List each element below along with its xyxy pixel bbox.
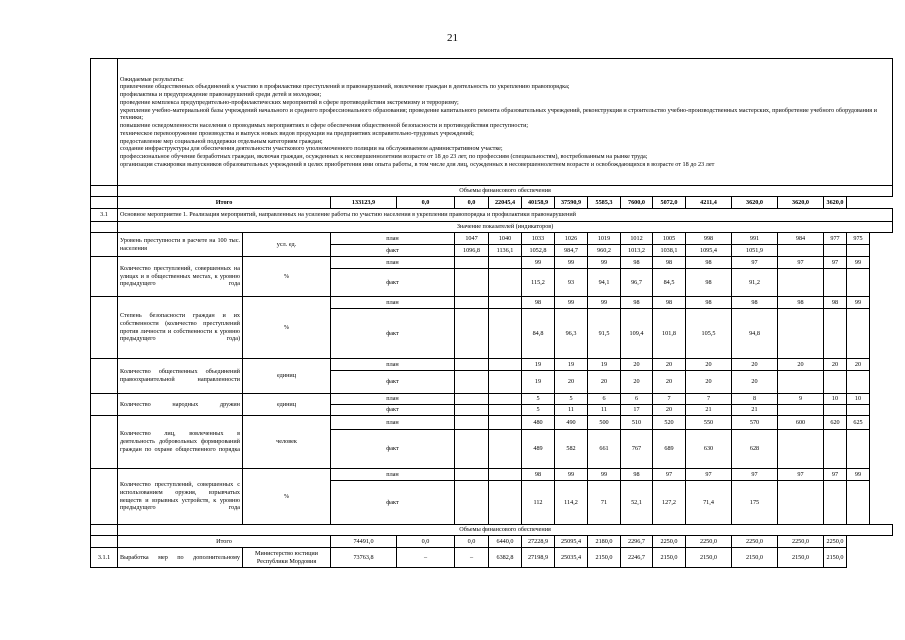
indicator-plan-value	[455, 394, 489, 405]
indicator-fact-value: 5	[522, 405, 555, 416]
indicator-fact-value: 93	[555, 269, 588, 297]
indicator-plan-value	[455, 359, 489, 371]
indicator-fact-value	[824, 430, 847, 469]
indicator-plan-row	[91, 233, 893, 245]
indicator-plan-value: 98	[686, 257, 732, 269]
indicator-unit: единиц	[243, 359, 331, 394]
indicator-plan-value: 98	[778, 297, 824, 309]
indicator-fact-value: 19	[522, 371, 555, 394]
indicator-plan-value: 5	[522, 394, 555, 405]
measure-total-value: 2180,0	[588, 536, 621, 548]
indicator-plan-value: 98	[621, 297, 653, 309]
measure-total-value: 0,0	[397, 536, 455, 548]
measure-total-value: 6440,0	[489, 536, 522, 548]
sub-measure-value: 25035,4	[555, 548, 588, 568]
indicator-plan-value: 97	[732, 469, 778, 481]
indicator-fact-value: 630	[686, 430, 732, 469]
total-value: 133123,9	[331, 197, 397, 209]
indicator-fact-value: 127,2	[653, 481, 686, 525]
indicator-plan-value: 480	[522, 416, 555, 430]
empty-number-cell	[91, 469, 118, 525]
indicator-fact-value	[847, 245, 870, 257]
indicator-plan-value: 570	[732, 416, 778, 430]
indicator-plan-value: 6	[621, 394, 653, 405]
sub-measure-value: 2150,0	[778, 548, 824, 568]
expected-line: техническое перевооружение производства и выпуск новых видов продукции на предприятиях исправительно-трудовых учреждений;	[120, 129, 474, 137]
sub-measure-name: Выработка мер по дополнительному	[118, 548, 243, 568]
indicator-fact-value	[455, 405, 489, 416]
indicator-plan-value	[455, 257, 489, 269]
empty-number-cell	[91, 297, 118, 359]
indicator-plan-value: 97	[653, 469, 686, 481]
sub-measure-executor: Министерство юстиции Республики Мордовия	[243, 548, 331, 568]
indicator-fact-value	[455, 309, 489, 359]
indicator-fact-value	[847, 430, 870, 469]
indicator-fact-value: 20	[686, 371, 732, 394]
indicator-plan-value: 98	[621, 469, 653, 481]
indicator-plan-row	[91, 469, 893, 481]
sub-measure-value: 73763,8	[331, 548, 397, 568]
indicator-fact-value: 109,4	[621, 309, 653, 359]
indicator-fact-value: 20	[653, 371, 686, 394]
plan-label: план	[331, 257, 455, 269]
empty-number-cell	[91, 525, 118, 536]
expected-line: организация стажировки выпускников образовательных учреждений в целях приобретения ими опыта работы, в том числе для лиц, осужденных в несовершеннолетнем возрасте и освобождающихся в возрасте от 18 до 23 лет	[120, 160, 715, 168]
financing-header-row	[91, 525, 893, 536]
indicator-plan-value	[489, 394, 522, 405]
indicator-plan-row	[91, 359, 893, 371]
sub-measure-value: –	[397, 548, 455, 568]
total-value: 5072,0	[653, 197, 686, 209]
expected-results-row	[91, 59, 893, 186]
indicator-plan-value: 1033	[522, 233, 555, 245]
indicator-fact-value: 582	[555, 430, 588, 469]
indicator-fact-value: 11	[588, 405, 621, 416]
plan-label: план	[331, 394, 455, 405]
indicator-plan-value: 1019	[588, 233, 621, 245]
indicator-plan-value: 99	[588, 297, 621, 309]
measure-number: 3.1	[91, 209, 118, 222]
indicator-fact-value: 1013,2	[621, 245, 653, 257]
total-value: 22045,4	[489, 197, 522, 209]
indicator-fact-value: 20	[732, 371, 778, 394]
indicator-unit: %	[243, 469, 331, 525]
indicator-plan-value	[489, 359, 522, 371]
indicator-plan-value: 6	[588, 394, 621, 405]
empty-number-cell	[91, 536, 118, 548]
sub-measure-value: 6382,8	[489, 548, 522, 568]
indicator-plan-value: 600	[778, 416, 824, 430]
indicator-plan-value: 977	[824, 233, 847, 245]
total-row	[91, 197, 893, 209]
indicator-fact-value: 94,1	[588, 269, 621, 297]
indicator-plan-value: 99	[847, 297, 870, 309]
measure-total-value: 74491,0	[331, 536, 397, 548]
indicator-fact-value: 98	[686, 269, 732, 297]
total-value: 37590,9	[555, 197, 588, 209]
indicator-fact-value: 101,8	[653, 309, 686, 359]
indicator-plan-value: 620	[824, 416, 847, 430]
indicator-fact-value: 20	[555, 371, 588, 394]
measure-total-value: 2296,7	[621, 536, 653, 548]
sub-measure-value: –	[455, 548, 489, 568]
indicator-fact-value: 96,7	[621, 269, 653, 297]
indicator-plan-value: 98	[621, 257, 653, 269]
sub-measure-number: 3.1.1	[91, 548, 118, 568]
indicator-plan-value	[489, 416, 522, 430]
indicator-plan-value: 9	[778, 394, 824, 405]
indicator-plan-value: 20	[621, 359, 653, 371]
total-value: 5585,3	[588, 197, 621, 209]
indicator-fact-value	[489, 269, 522, 297]
measure-total-value: 0,0	[455, 536, 489, 548]
indicator-fact-value: 20	[588, 371, 621, 394]
indicator-name: Количество народных дружин	[118, 394, 243, 416]
indicator-fact-value: 52,1	[621, 481, 653, 525]
indicator-plan-value: 20	[653, 359, 686, 371]
indicator-fact-value: 1052,8	[522, 245, 555, 257]
indicator-fact-value	[778, 245, 824, 257]
indicator-unit: усл. ед.	[243, 233, 331, 257]
measure-total-label: Итого	[118, 536, 331, 548]
indicator-fact-value	[455, 269, 489, 297]
measure-row	[91, 209, 893, 222]
indicator-plan-value: 550	[686, 416, 732, 430]
total-value: 3620,0	[732, 197, 778, 209]
indicator-fact-value	[455, 481, 489, 525]
indicator-fact-value	[824, 405, 847, 416]
total-value: 0,0	[397, 197, 455, 209]
plan-label: план	[331, 416, 455, 430]
indicator-fact-value: 984,7	[555, 245, 588, 257]
indicator-fact-value	[847, 269, 870, 297]
sub-measure-value: 2150,0	[824, 548, 847, 568]
sub-measure-value: 2150,0	[732, 548, 778, 568]
indicator-fact-value: 114,2	[555, 481, 588, 525]
indicator-fact-value: 175	[732, 481, 778, 525]
indicator-fact-value	[489, 405, 522, 416]
indicator-plan-value: 991	[732, 233, 778, 245]
indicator-fact-value: 689	[653, 430, 686, 469]
empty-number-cell	[91, 59, 118, 186]
indicator-fact-value	[847, 405, 870, 416]
indicator-plan-value: 1005	[653, 233, 686, 245]
indicator-name: Количество общественных объединений правоохранительной направленности	[118, 359, 243, 394]
indicators-header-row	[91, 222, 893, 233]
indicator-plan-value: 99	[555, 469, 588, 481]
indicator-plan-value: 500	[588, 416, 621, 430]
indicator-fact-value	[489, 481, 522, 525]
indicator-name: Степень безопасности граждан и их собственности (количество преступлений против личности и собственности к уровню предыдущего года)	[118, 297, 243, 359]
plan-label: план	[331, 469, 455, 481]
expected-line: создание инфраструктуры для обеспечения деятельности участкового уполномоченного полиции на обслуживаемом административном участке;	[120, 145, 503, 153]
indicator-plan-value: 97	[824, 469, 847, 481]
expected-line: проведение комплекса предупредительно-профилактических мероприятий в сфере противодействия экстремизму и терроризму;	[120, 98, 459, 106]
indicator-fact-value	[824, 245, 847, 257]
indicator-fact-value: 1051,9	[732, 245, 778, 257]
indicator-plan-value: 19	[555, 359, 588, 371]
indicator-fact-value: 1136,1	[489, 245, 522, 257]
page-number: 21	[447, 32, 458, 44]
indicator-fact-value	[778, 405, 824, 416]
sub-measure-value: 2150,0	[653, 548, 686, 568]
total-value: 0,0	[455, 197, 489, 209]
indicator-plan-value: 97	[778, 257, 824, 269]
indicator-fact-value: 84,5	[653, 269, 686, 297]
total-value: 40158,9	[522, 197, 555, 209]
indicator-fact-value: 91,5	[588, 309, 621, 359]
indicator-fact-value: 71	[588, 481, 621, 525]
indicator-fact-value	[778, 430, 824, 469]
indicator-plan-value: 1012	[621, 233, 653, 245]
sub-measure-value: 27198,9	[522, 548, 555, 568]
indicator-plan-value: 98	[686, 297, 732, 309]
indicator-fact-value	[489, 371, 522, 394]
indicator-plan-value: 20	[686, 359, 732, 371]
indicator-plan-value: 10	[847, 394, 870, 405]
indicator-plan-value: 99	[555, 257, 588, 269]
indicator-plan-value: 99	[588, 257, 621, 269]
indicator-plan-value: 490	[555, 416, 588, 430]
indicator-plan-row	[91, 416, 893, 430]
indicator-plan-value: 998	[686, 233, 732, 245]
indicator-fact-value: 91,2	[732, 269, 778, 297]
indicator-plan-value: 510	[621, 416, 653, 430]
indicator-plan-value: 984	[778, 233, 824, 245]
indicator-fact-value: 20	[653, 405, 686, 416]
indicator-plan-row	[91, 297, 893, 309]
indicator-plan-value: 520	[653, 416, 686, 430]
indicator-fact-value	[778, 371, 824, 394]
indicator-plan-value	[455, 416, 489, 430]
indicator-fact-value: 115,2	[522, 269, 555, 297]
indicator-plan-row	[91, 394, 893, 405]
indicator-plan-value: 1047	[455, 233, 489, 245]
fact-label: факт	[331, 405, 455, 416]
indicator-plan-value: 20	[847, 359, 870, 371]
expected-line: привлечение общественных объединений к участию в профилактике преступлений и правонарушений, вовлечение граждан в деятельность по укреплению правопорядка;	[120, 83, 570, 91]
empty-number-cell	[91, 394, 118, 416]
indicator-fact-value	[455, 430, 489, 469]
indicator-fact-value: 94,8	[732, 309, 778, 359]
indicator-fact-value: 960,2	[588, 245, 621, 257]
measure-total-value: 2250,0	[778, 536, 824, 548]
indicator-plan-value	[489, 257, 522, 269]
measure-total-value: 2250,0	[686, 536, 732, 548]
indicator-fact-value	[824, 269, 847, 297]
indicator-name: Уровень преступности в расчете на 100 тыс. населения	[118, 233, 243, 257]
indicator-fact-value	[489, 430, 522, 469]
indicator-fact-value: 21	[732, 405, 778, 416]
measure-title: Основное мероприятие 1. Реализация мероприятий, направленных на усиление работы по участию населения в укреплении правопорядка и профилактики правонарушений	[118, 209, 893, 222]
measure-total-value: 2250,0	[824, 536, 847, 548]
measure-total-value: 27228,9	[522, 536, 555, 548]
indicator-plan-value: 19	[522, 359, 555, 371]
indicator-fact-value: 1038,1	[653, 245, 686, 257]
plan-label: план	[331, 233, 455, 245]
expected-results	[118, 59, 893, 186]
measure-total-value: 2250,0	[732, 536, 778, 548]
indicator-fact-value	[778, 481, 824, 525]
indicator-fact-value	[847, 371, 870, 394]
indicator-unit: человек	[243, 416, 331, 469]
indicator-plan-row	[91, 257, 893, 269]
indicator-fact-value	[778, 269, 824, 297]
indicator-fact-value	[824, 481, 847, 525]
indicator-fact-value	[847, 481, 870, 525]
total-value: 7600,0	[621, 197, 653, 209]
indicator-fact-value: 628	[732, 430, 778, 469]
indicator-plan-value: 99	[522, 257, 555, 269]
sub-measure-value: 2150,0	[588, 548, 621, 568]
indicator-fact-value	[455, 371, 489, 394]
sub-measure-value: 2246,7	[621, 548, 653, 568]
indicator-fact-value	[847, 309, 870, 359]
indicator-plan-value: 99	[555, 297, 588, 309]
indicator-plan-value: 97	[824, 257, 847, 269]
indicator-plan-value: 98	[522, 469, 555, 481]
financing-table	[90, 58, 893, 568]
fact-label: факт	[331, 430, 455, 469]
indicators-header: Значение показателей (индикаторов)	[118, 222, 893, 233]
indicator-plan-value: 98	[824, 297, 847, 309]
indicator-plan-value: 99	[847, 257, 870, 269]
indicator-fact-value: 20	[621, 371, 653, 394]
empty-number-cell	[91, 359, 118, 394]
expected-line: профессиональное обучение безработных граждан, включая граждан, осужденных к несовершеннолетним возрасте от 18 до 23 лет, по профессиям (специальностям), востребованным на рынке труда;	[120, 153, 648, 160]
indicator-plan-value	[455, 297, 489, 309]
expected-line: профилактика и предупреждение правонарушений среди детей и молодежи;	[120, 91, 322, 98]
indicator-fact-value: 84,8	[522, 309, 555, 359]
indicator-fact-value: 21	[686, 405, 732, 416]
indicator-plan-value: 5	[555, 394, 588, 405]
indicator-fact-value	[824, 309, 847, 359]
fact-label: факт	[331, 245, 455, 257]
indicator-plan-value: 19	[588, 359, 621, 371]
indicator-fact-value	[824, 371, 847, 394]
indicator-fact-value: 767	[621, 430, 653, 469]
indicator-plan-value	[489, 469, 522, 481]
financing-header: Объемы финансового обеспечения	[118, 186, 893, 197]
measure-total-row	[91, 536, 893, 548]
indicator-fact-value: 112	[522, 481, 555, 525]
empty-number-cell	[91, 233, 118, 257]
indicator-fact-value: 71,4	[686, 481, 732, 525]
indicator-plan-value: 99	[847, 469, 870, 481]
sub-measure-value: 2150,0	[686, 548, 732, 568]
fact-label: факт	[331, 269, 455, 297]
empty-number-cell	[91, 257, 118, 297]
indicator-fact-value	[778, 309, 824, 359]
indicator-plan-value: 98	[653, 297, 686, 309]
indicator-plan-value: 97	[686, 469, 732, 481]
indicator-unit: %	[243, 297, 331, 359]
indicator-plan-value: 7	[653, 394, 686, 405]
indicator-fact-value: 661	[588, 430, 621, 469]
indicator-fact-value: 489	[522, 430, 555, 469]
indicator-plan-value: 99	[588, 469, 621, 481]
indicator-plan-value: 10	[824, 394, 847, 405]
fact-label: факт	[331, 371, 455, 394]
indicator-fact-value: 11	[555, 405, 588, 416]
indicator-plan-value: 1026	[555, 233, 588, 245]
indicator-name: Количество лиц, вовлеченных в деятельность добровольных формирований граждан по охране общественного порядка	[118, 416, 243, 469]
indicator-fact-value: 1096,8	[455, 245, 489, 257]
total-label: Итого	[118, 197, 331, 209]
indicator-plan-value: 8	[732, 394, 778, 405]
indicator-plan-value: 97	[778, 469, 824, 481]
indicator-plan-value: 1040	[489, 233, 522, 245]
measure-total-value: 2250,0	[653, 536, 686, 548]
fact-label: факт	[331, 309, 455, 359]
indicator-fact-value	[489, 309, 522, 359]
expected-line: предоставление мер социальной поддержки отдельным категориям граждан;	[120, 137, 323, 145]
financing-header: Объемы финансового обеспечения	[118, 525, 893, 536]
indicator-plan-value: 97	[732, 257, 778, 269]
measure-total-value: 25095,4	[555, 536, 588, 548]
total-value: 4211,4	[686, 197, 732, 209]
indicator-fact-value: 17	[621, 405, 653, 416]
indicator-name: Количество преступлений, совершенных на улицах и в общественных местах, к уровню предыдущего года	[118, 257, 243, 297]
indicator-unit: %	[243, 257, 331, 297]
expected-line: укрепление учебно-материальной базы учреждений начального и среднего профессионального образования; проведение капитального ремонта образовательных учреждений, реконструкция и строительство учебно-производственных мастерских, приобретение учебного оборудования и техники;	[120, 106, 877, 122]
empty-number-cell	[91, 416, 118, 469]
plan-label: план	[331, 297, 455, 309]
fact-label: факт	[331, 481, 455, 525]
indicator-plan-value: 98	[732, 297, 778, 309]
indicator-fact-value: 105,5	[686, 309, 732, 359]
indicator-plan-value: 20	[824, 359, 847, 371]
expected-line: повышение осведомленности населения о проводимых мероприятиях в сфере обеспечения общественной безопасности и противодействия преступности;	[120, 122, 529, 129]
indicator-plan-value: 20	[778, 359, 824, 371]
indicator-fact-value: 96,3	[555, 309, 588, 359]
financing-header-row	[91, 186, 893, 197]
total-value: 3620,0	[778, 197, 824, 209]
indicator-plan-value: 98	[653, 257, 686, 269]
total-value: 3620,0	[824, 197, 847, 209]
indicator-name: Количество преступлений, совершенных с использованием оружия, взрывчатых веществ и взрывных устройств, к уровню предыдущего года	[118, 469, 243, 525]
indicator-plan-value	[489, 297, 522, 309]
indicator-plan-value: 98	[522, 297, 555, 309]
indicator-plan-value: 625	[847, 416, 870, 430]
indicator-unit: единиц	[243, 394, 331, 416]
indicator-plan-value	[455, 469, 489, 481]
sub-measure-row	[91, 548, 893, 568]
expected-heading: Ожидаемые результаты:	[120, 75, 184, 83]
indicator-plan-value: 7	[686, 394, 732, 405]
plan-label: план	[331, 359, 455, 371]
indicator-plan-value: 975	[847, 233, 870, 245]
indicator-plan-value: 20	[732, 359, 778, 371]
indicator-fact-value: 1095,4	[686, 245, 732, 257]
